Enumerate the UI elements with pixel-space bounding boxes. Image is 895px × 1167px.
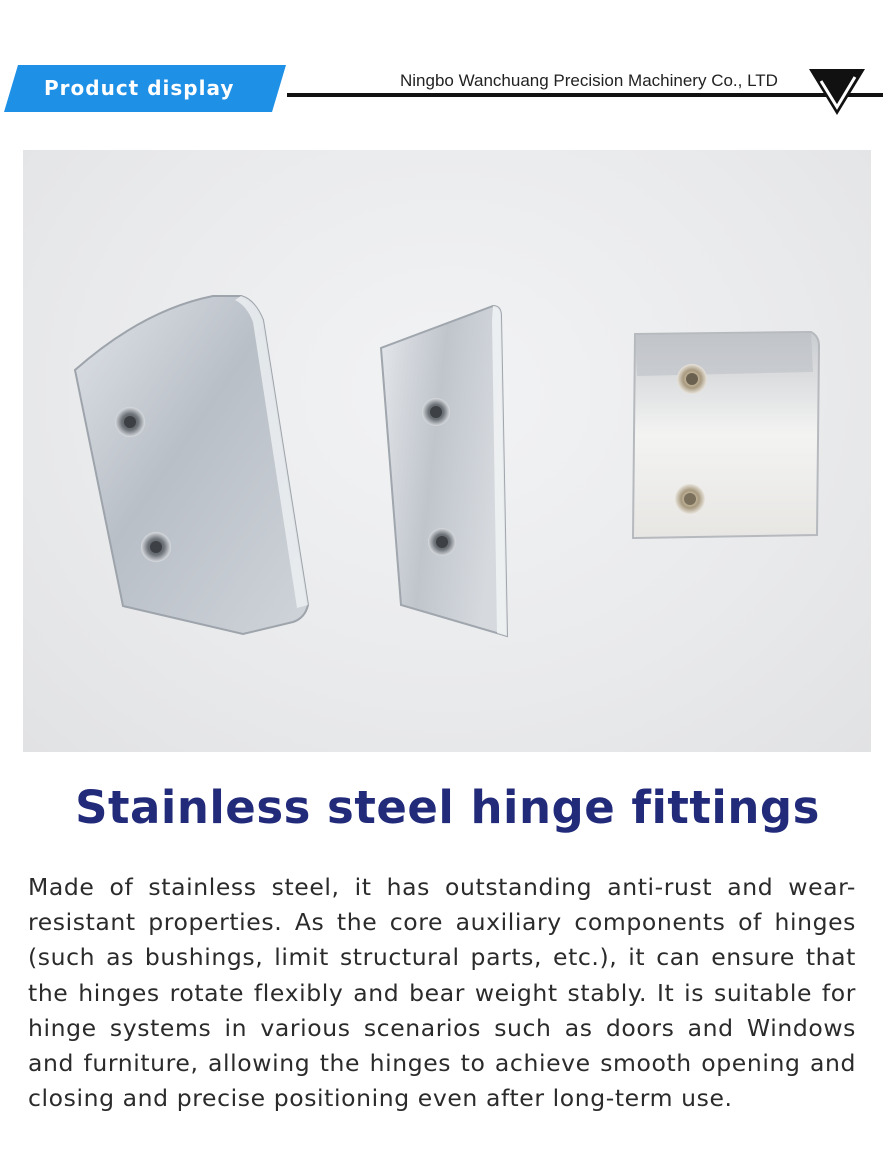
product-title: Stainless steel hinge fittings — [75, 781, 820, 834]
company-name: Ningbo Wanchuang Precision Machinery Co., LTD — [400, 71, 778, 90]
section-badge — [4, 65, 286, 112]
v-triangle-logo-icon — [807, 67, 867, 124]
header-rule — [287, 93, 883, 97]
product-description: Made of stainless steel, it has outstanding anti-rust and wear-resistant properties. As the core auxiliary components of hinges (such as bushings, limit structural parts, etc.), it can ensure that the hinges rotate flexibly and bear weight stably. It is suitable for hinge systems in various scenarios such as doors and Windows and furniture, allowing the hinges to achieve smooth opening and closing and precise positioning even after long-term use. — [28, 873, 856, 1113]
hinge-plates-illustration — [23, 150, 871, 752]
product-photo — [23, 150, 871, 752]
page-header — [0, 0, 895, 140]
section-badge-label: Product display — [44, 76, 235, 100]
